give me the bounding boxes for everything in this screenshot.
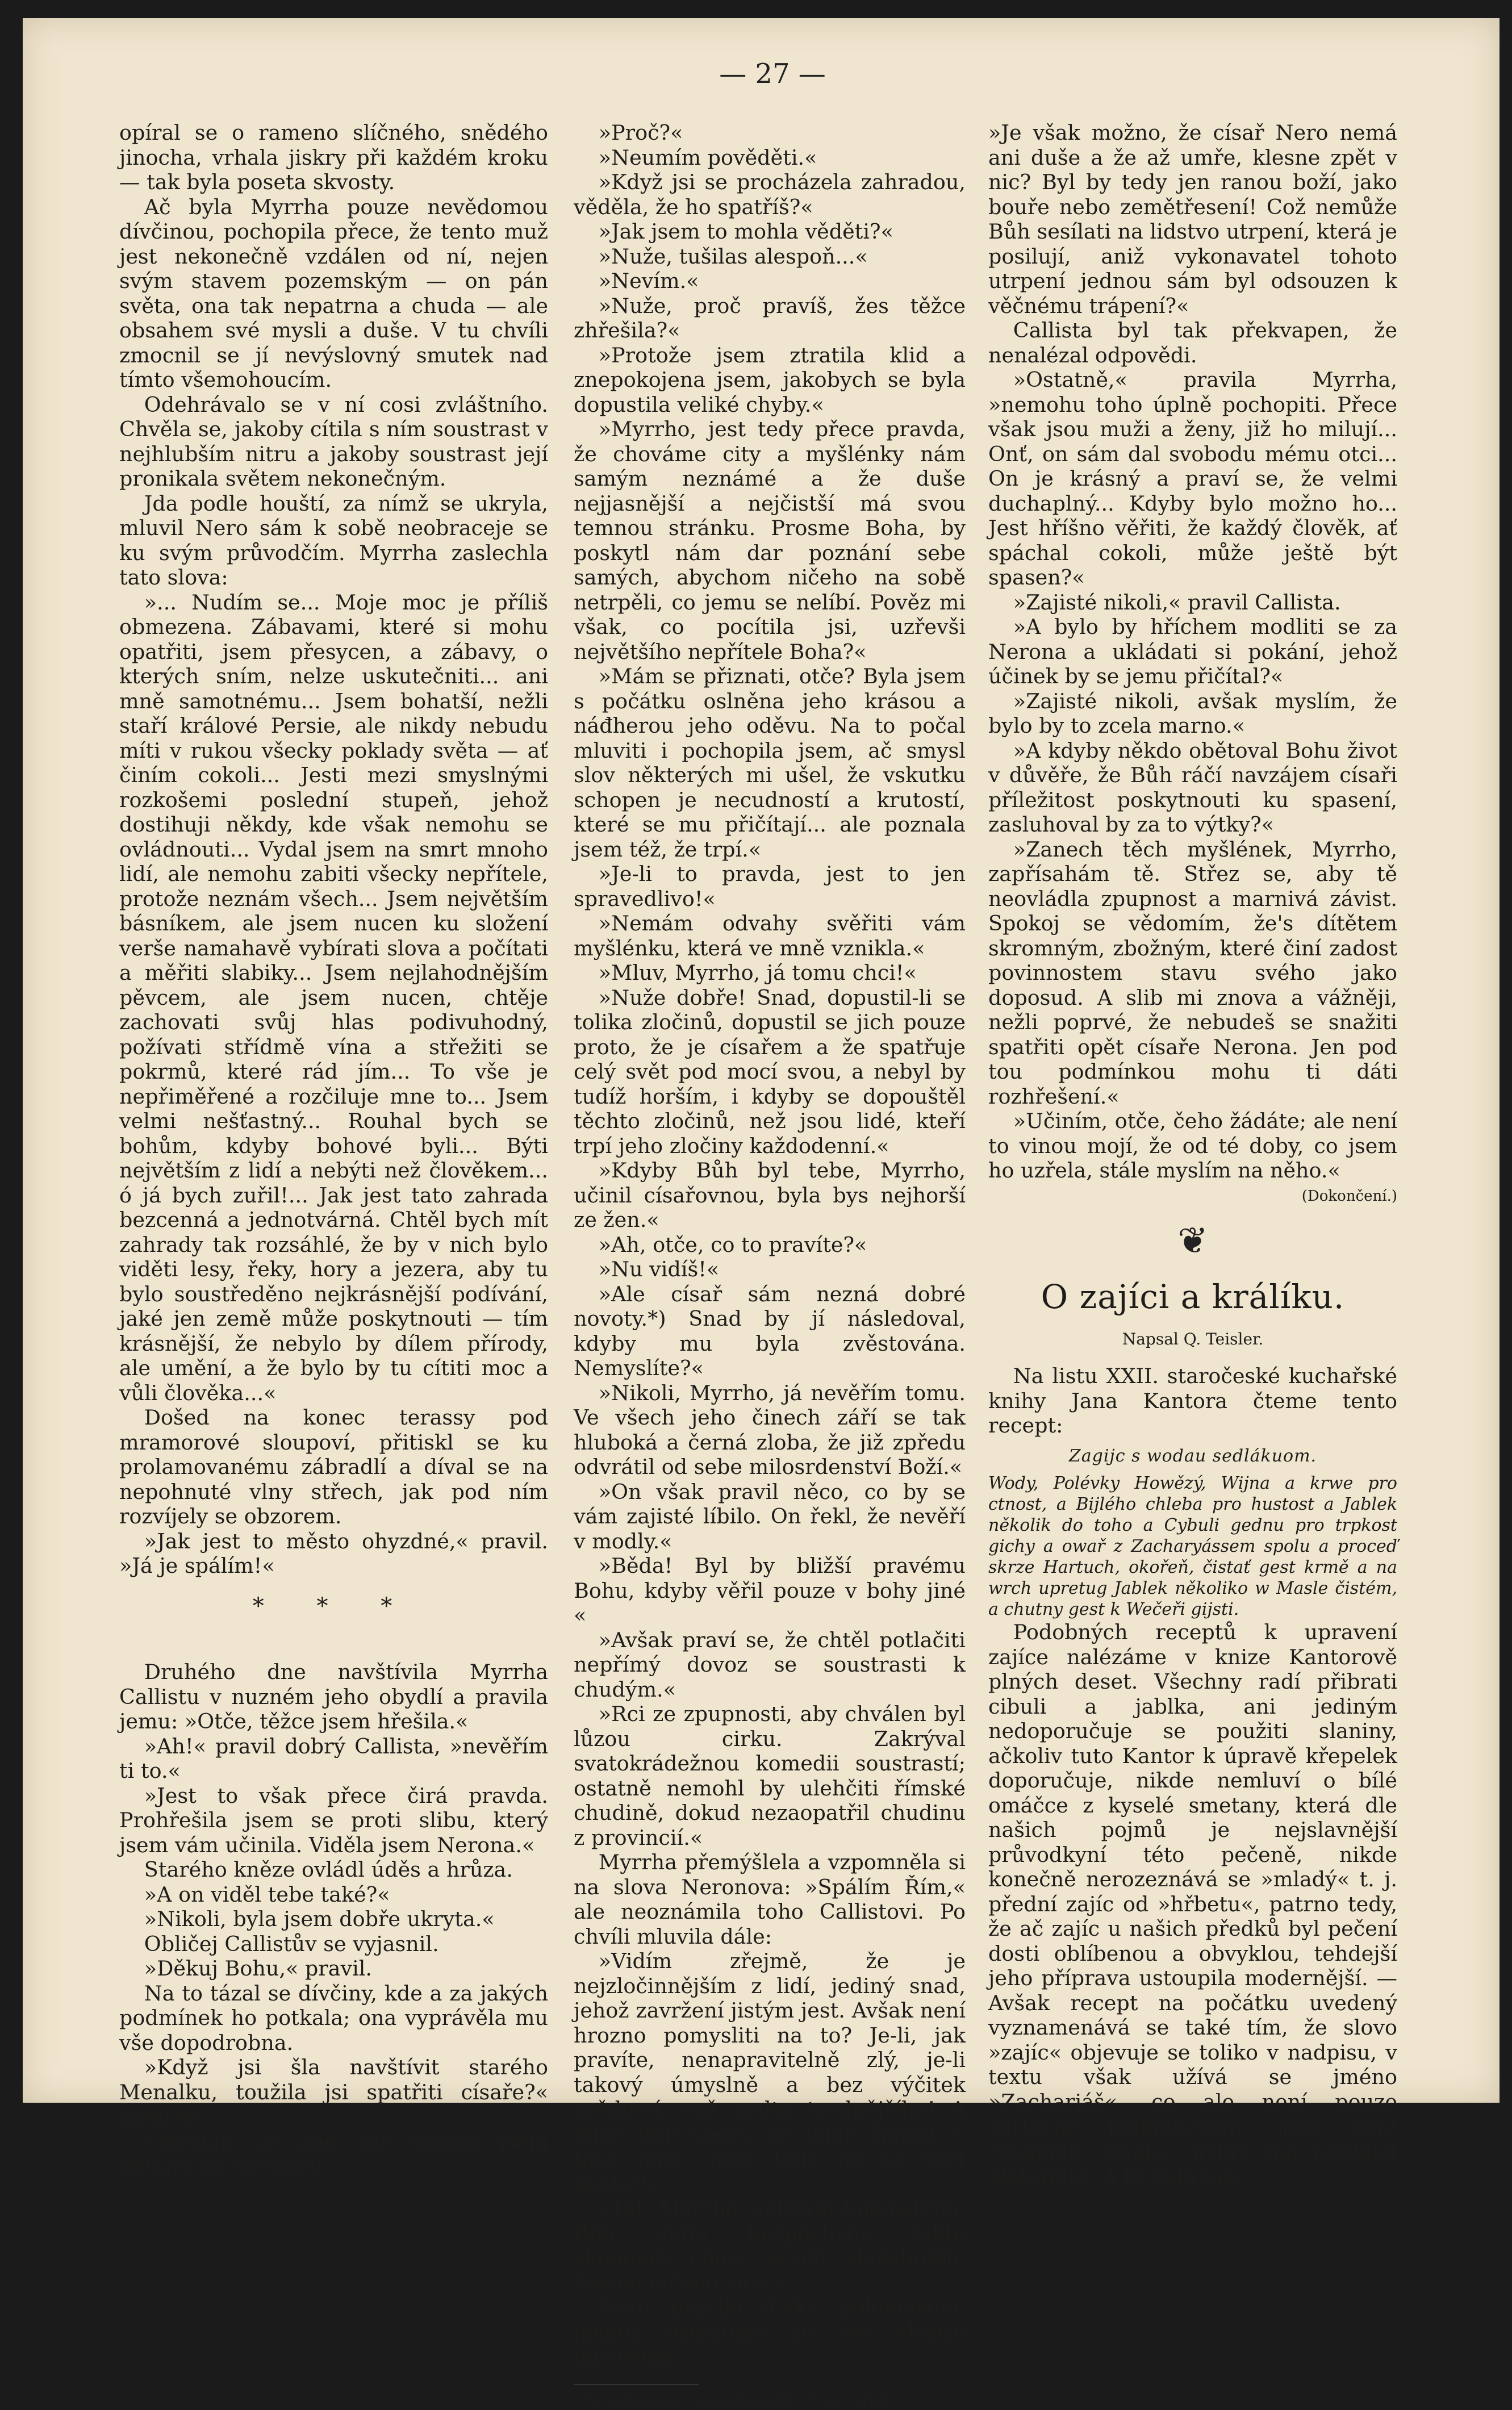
paragraph: »Ah, otče, co to pravíte?«: [598, 1232, 867, 1257]
paragraph: »Je však možno, že císař Nero nemá ani duše a že až umře, klesne zpět v nic? Byl by tedy jen ranou boží, jako bouře nebo zemětřesení! Což nemůže Bůh sesílati na lidstvo utrpení, která je posilují, aniž vykonavatel tohoto utrpení jednou sám byl odsouzen k věčnému trápení?«: [988, 120, 1397, 318]
paragraph: »Nevím.«: [598, 269, 699, 293]
column-left: [119, 120, 548, 2178]
paragraph: »Když jsi šla navštívit starého Menalku, toužila jsi spatřiti císaře?« tázal se.: [119, 2055, 548, 2129]
paragraph: Podobných receptů k upravení zajíce nalézáme v knize Kantorově plných deset. Všechny radí přibrati cibuli a jablka, ani jediným nedoporučuje se použiti slaniny, ačkoliv tuto Kantor k úpravě křepelek doporučuje, nikde nemluví o bílé omáčce z kyselé smetany, která dle našich pojmů je nejslavnější průvodkyní této pečeně, nikde konečně nerozeznává se »mladý« t. j. přední zajíc od »hřbetu«, patrno tedy, že ač zajíc u našich předků byl pečení dosti oblíbenou a obvyklou, tehdejší jeho příprava ustoupila modernější. — Avšak recept na počátku uvedený vyznamenává se také tím, že slovo »zajíc« objevuje se toliko v nadpisu, v textu však užívá se jméno »Zachariáš«, co ale není pouze žertovné pojmenování, jako když řekneme »ušák«, nýbrž má podklad historický. A to bylo tak.: [988, 1620, 1397, 2188]
paragraph: »Toť, Myrrho, velikým tajemstvím. Bůh chtěl bezpochyby takto zkoumati cnost svých služebníků. Nevím ničeho více.«: [574, 2196, 966, 2295]
paragraph: Na to tázal se dívčiny, kde a za jakých podmínek ho potkala; ona vyprávěla mu vše dopodrobna.: [119, 1981, 548, 2055]
paragraph: Druhého dne navštívila Myrrha Callistu v nuzném jeho obydlí a pravila jemu: »Otče, těžce jsem hřešila.«: [119, 1660, 548, 1734]
paragraph: opíral se o rameno slíčného, snědého jinocha, vrhala jiskry při každém kroku — tak byla poseta skvosty.: [119, 120, 548, 194]
paragraph: »A bylo by hříchem modliti se za Nerona a ukládati si pokání, jehož účinek by se jemu přičítal?«: [988, 615, 1397, 688]
paragraph: »Jak jest to město ohyzdné,« pravil. »Já je spálím!«: [119, 1528, 548, 1578]
paragraph: Došed na konec terassy pod mramorové sloupoví, přitiskl se ku prolamovanému zábradlí a díval se na nepohnuté vlny střech, jak pod ním rozvíjely se obzorem.: [119, 1405, 548, 1528]
footnote-divider: [574, 2384, 699, 2385]
paragraph: »Ostatně,« pravila Myrrha, »nemohu toho úplně pochopiti. Přece však jsou muži a ženy, již ho milují... Onť, on sám dal svobodu mému otci... On je krásný a praví se, že velmi duchaplný... Kdyby bylo možno ho... Jest hříšno věřiti, že každý člověk, ať spáchal cokoli, může ještě být spasen?«: [988, 367, 1397, 590]
paragraph: Myrrha přemýšlela a vzpomněla si na slova Neronova: »Spálím Řím,« ale neoznámila toho Callistovi. Po chvíli mluvila dále:: [574, 1850, 966, 1949]
paragraph: »Když jsi se procházela zahradou, věděla, že ho spatříš?«: [574, 170, 966, 219]
paragraph: Odehrávalo se v ní cosi zvláštního. Chvěla se, jakoby cítila s ním soustrast v nejhlubším nitru a jakoby soustrast její pronikala světem nekonečným.: [119, 392, 548, 491]
paragraph: »Běda! Byl by bližší pravému Bohu, kdyby věřil pouze v bohy jiné «: [574, 1553, 966, 1627]
paragraph: »Vidím zřejmě, že je nejzločinnějším z lidí, jediný snad, jehož zavržení jistým jest. Avšak není hrozno pomysliti na to? Je-li, jak pravíte, nenapravitelně zlý, je-li takový úmyslně a bez výčitek svědomí, což nadto trudnějšího! A když Bůh věděl, že bude špatný v také míře, proč tedy ho na svět poslal?«: [574, 1949, 966, 2196]
column-middle: [574, 120, 966, 2409]
paragraph: »Jest to však přece čirá pravda. Prohřešila jsem se proti slibu, který jsem vám učinila. Viděla jsem Nerona.«: [119, 1783, 548, 1857]
paragraph: »A on viděl tebe také?«: [144, 1882, 390, 1907]
recipe-title: Zagijc s wodau sedlákuom.: [1068, 1446, 1317, 1466]
paragraph: »Ale císař sám nezná dobré novoty.*) Snad by jí následoval, kdyby mu byla zvěstována. Nemyslíte?«: [574, 1281, 966, 1380]
paragraph: »Jak jsem to mohla věděti?«: [598, 219, 893, 244]
paragraph: »Zanech těch myšlének, Myrrho, zapřísahám tě. Střez se, aby tě neovládla zpupnost a marnivá závist. Spokoj se vědomím, že's dítětem skromným, zbožným, které činí zadost povinnostem stavu svého jako doposud. A slib mi znova a vážněji, nežli poprvé, že nebudeš se snažiti spatřiti opět císaře Nerona. Jen pod tou podmínkou mohu ti dáti rozhřešení.«: [988, 837, 1397, 1109]
paragraph: »On však pravil něco, co by se vám zajisté líbilo. On řekl, že nevěří v modly.«: [574, 1479, 966, 1553]
paragraph: »Myrrho, jest tedy přece pravda, že chováme city a myšlénky nám samým neznámé a že duše nejjasnější a nejčistší má svou temnou stránku. Prosme Boha, by poskytl nám dar poznání sebe samých, abychom ničeho na sobě netrpěli, co jemu se nelíbí. Pověz mi však, co pocítila jsi, uzřevši největšího nepřítele Boha?«: [574, 417, 966, 664]
byline: Napsal Q. Teisler.: [1122, 1329, 1264, 1348]
paragraph: Obličej Callistův se vyjasnil.: [144, 1931, 439, 1956]
paragraph: »... Nudím se... Moje moc je příliš obmezena. Zábavami, které si mohu opatřiti, jsem přesycen, a zábavy, o kterých sním, nelze uskutečniti... ani mně samotnému... Jsem bohatší, nežli staří králové Persie, ale nikdy nebudu míti v rukou všecky poklady světa — ať činím cokoli... Jesti mezi smyslnými rozkošemi poslední stupeň, jehož dostihuji někdy, kde však nemohu se ovládnouti... Vydal jsem na smrt mnoho lidí, ale nemohu zabiti všecky nepřítele, protože neznám všech... Jsem největším básníkem, ale jsem nucen ku složení verše namahavě vybírati slova a počítati a měřiti slabiky... Jsem nejlahodnějším pěvcem, ale jsem nucen, chtěje zachovati svůj hlas podivuhodný, požívati střídmě vína a střežiti se pokrmů, které rád jím... To vše je nepřiměřené a rozčiluje mne to... Jsem velmi nešťastný... Rouhal bych se bohům, kdyby bohové byli... Býti největším z lidí a nebýti než člověkem... ó já bych zuřil!... Jak jest tato zahrada bezcenná a jednotvárná. Chtěl bych mít zahrady tak rozsáhlé, že by v nich bylo viděti lesy, řeky, hory a jezera, aby tu bylo soustředěno nejkrásnější podívání, jaké jen země může poskytnouti — tím krásnější, že nebylo by dílem přírody, ale umění, a že bylo by tu cítiti moc a vůli člověka...«: [119, 590, 548, 1405]
paragraph: »Nu vidíš!«: [598, 1257, 720, 1281]
paragraph: Callista byl tak překvapen, že nenalézal odpovědi.: [988, 318, 1397, 367]
paragraph: »Nuže dobře! Snad, dopustil-li se tolika zločinů, dopustil se jich pouze proto, že je císařem a že spatřuje celý svět pod mocí svou, a nebyl by tudíž horším, i kdyby se dopouštěl těchto zločinů, než jsou lidé, kteří trpí jeho zločiny každodenní.«: [574, 985, 966, 1158]
paragraph: Jda podle houští, za nímž se ukryla, mluvil Nero sám k sobě neobraceje se ku svým průvodčím. Myrrha zaslechla tato slova:: [119, 491, 548, 590]
paragraph: »Protože jsem ztratila klid a znepokojena jsem, jakobych se byla dopustila veliké chyby.«: [574, 343, 966, 417]
section-separator: * * *: [252, 1593, 415, 1619]
paragraph: Ač byla Myrrha pouze nevědomou dívčinou, pochopila přece, že tento muž jest nekonečně vzdálen od ní, nejen svým stavem pozemským — on pán světa, ona tak nepatrna a chuda — ale obsahem své mysli a duše. V tu chvíli zmocnil se jí nevýslovný smutek nad tímto všemohoucím.: [119, 194, 548, 392]
paragraph: »Nemám odvahy svěřiti vám myšlénku, která ve mně vznikla.«: [574, 911, 966, 960]
paragraph: »Avšak praví se, že chtěl potlačiti nepřímý dovoz se soustrasti k chudým.«: [574, 1627, 966, 1702]
column-right: [988, 120, 1397, 2188]
paragraph: Na listu XXII. staročeské kuchařské knihy Jana Kantora čteme tento recept:: [988, 1364, 1397, 1438]
paragraph: »Ah!« pravil dobrý Callista, »nevěřím ti to.«: [119, 1734, 548, 1783]
footnote: *) náboženství křesťanské. Pozn. překl.: [585, 2390, 899, 2409]
paragraph: »Proč?«: [598, 120, 683, 145]
paragraph: »Neumím pověděti.«: [598, 145, 817, 170]
paragraph: »Mluv, Myrrho, já tomu chci!«: [598, 960, 917, 985]
paragraph: »Myslím, že ano, ale toužila jsem potkati ho náhodou.«: [119, 2129, 548, 2178]
paragraph: »Nikoli, byla jsem dobře ukryta.«: [144, 1907, 495, 1931]
paragraph: Nato pravila dívka polohlasem, jakoby ostýchala se své vlastní myšlénky:: [574, 2295, 966, 2369]
article-title: O zajíci a králíku.: [1041, 1277, 1345, 1316]
paragraph: »Nuže, tušilas alespoň...«: [598, 244, 868, 269]
paragraph: »Nuže, proč pravíš, žes těžce zhřešila?«: [574, 293, 966, 343]
paragraph: »Učiním, otče, čeho žádáte; ale není to vinou mojí, že od té doby, co jsem ho uzřela, stále myslím na něho.«: [988, 1109, 1397, 1183]
paragraph: »Zajisté nikoli,« pravil Callista.: [1013, 590, 1341, 615]
paragraph: »Zajisté nikoli, avšak myslím, že bylo by to zcela marno.«: [988, 688, 1397, 738]
paragraph: »A kdyby někdo obětoval Bohu život v důvěře, že Bůh ráčí navzájem císaři příležitost poskytnouti ku spasení, zasluhoval by za to výtky?«: [988, 738, 1397, 837]
paragraph: »Mám se přiznati, otče? Byla jsem s počátku oslněna jeho krásou a náđherou jeho oděvu. Na to počal mluviti i pochopila jsem, ač smysl slov některých mi ušel, že vskutku schopen je necudností a krutostí, které se mu přičítají... ale poznala jsem též, že trpí.«: [574, 664, 966, 862]
paragraph: »Rci ze zpupnosti, aby chválen byl lůzou cirku. Zakrýval svatokrádežnou komedii soustrastí; ostatně nemohl by ulehčiti římské chudině, dokud nezaopatřil chudinu z provincií.«: [574, 1702, 966, 1850]
page-sheet: [23, 18, 1500, 2409]
paragraph: »Děkuj Bohu,« pravil.: [144, 1956, 373, 1981]
ornament-icon: ❦: [1177, 1220, 1208, 1262]
recipe-text: Wody, Polévky Howězý, Wijna a krwe pro ctnost, a Bijlého chleba pro hustost a Jablek několik do toho a Cybuli gednu pro trpkost gichy a owař z Zacharyássem spolu a proceď skrze Hartuch, okořeň, čistať gest krmě a na wrch upretug Jablek několiko w Masle čistém, a chutny gest k Wečeři gijsti.: [988, 1473, 1397, 1619]
page-number: — 27 —: [719, 58, 826, 90]
paragraph: »Nikoli, Myrrho, já nevěřím tomu. Ve všech jeho činech září se tak hluboká a černá zloba, že již zpředu odvrátil od sebe milosrdenství Boží.«: [574, 1380, 966, 1479]
paragraph: »Kdyby Bůh byl tebe, Myrrho, učinil císařovnou, byla bys nejhorší ze žen.«: [574, 1158, 966, 1232]
paragraph: Starého kněze ovládl úděs a hrůza.: [144, 1857, 513, 1882]
continuation-note: (Dokončení.): [1301, 1187, 1397, 1205]
paragraph: »Je-li to pravda, jest to jen spravedlivo!«: [574, 862, 966, 911]
